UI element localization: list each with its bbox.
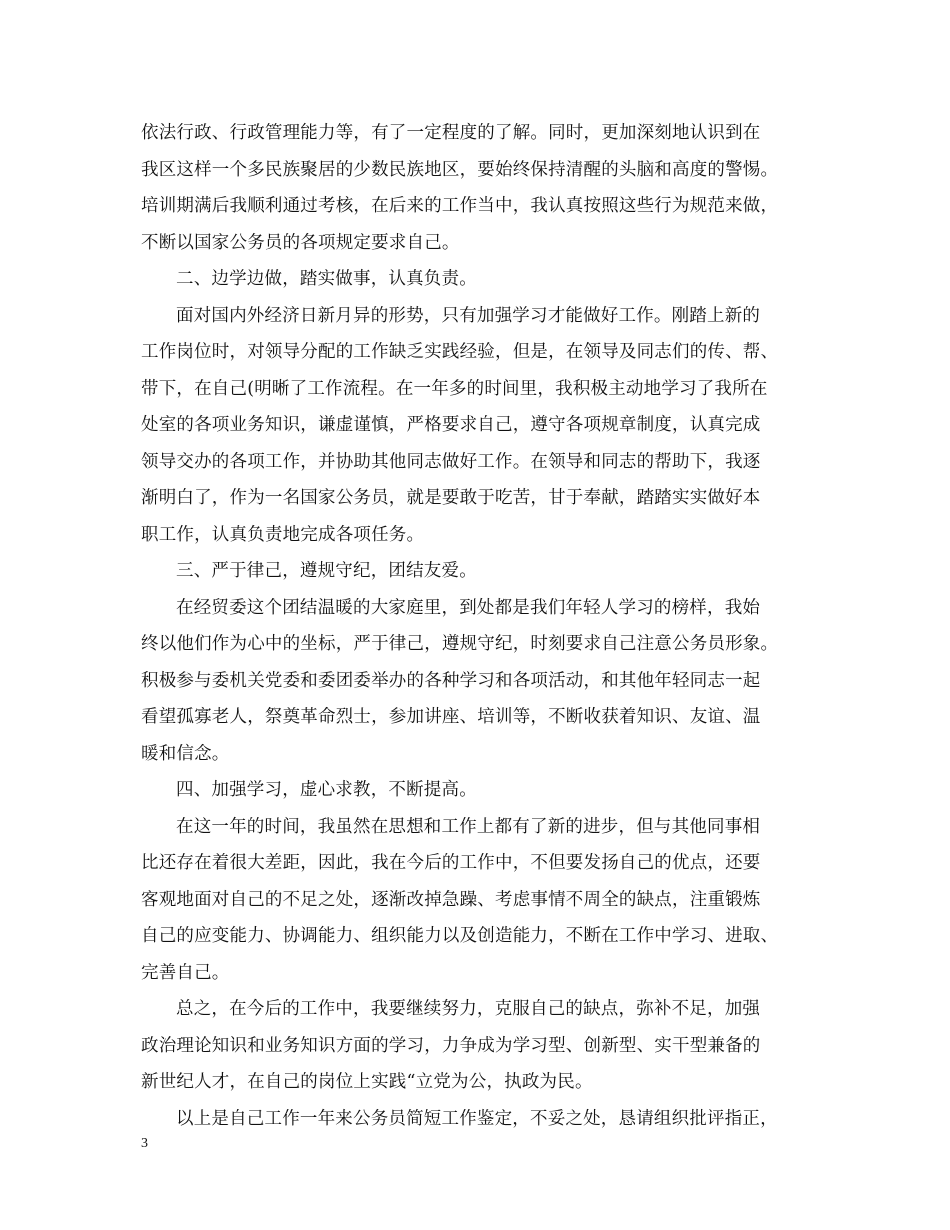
text-line: 看望孤寡老人，祭奠革命烈士，参加讲座、培训等，不断收获着知识、友谊、温 xyxy=(141,707,761,727)
text-line: 积极参与委机关党委和委团委举办的各种学习和各项活动，和其他年轻同志一起 xyxy=(141,670,761,691)
text-line: 以上是自己工作一年来公务员简短工作鉴定，不妥之处，恳请组织批评指正， xyxy=(176,1108,778,1129)
text-line: 工作岗位时，对领导分配的工作缺乏实践经验，但是，在领导及同志们的传、帮、 xyxy=(141,342,779,362)
text-line: 职工作，认真负责地完成各项任务。 xyxy=(141,524,425,545)
text-line: 在经贸委这个团结温暖的大家庭里，到处都是我们年轻人学习的榜样，我始 xyxy=(176,597,761,618)
text-line: 终以他们作为心中的坐标，严于律己，遵规守纪，时刻要求自己注意公务员形象。 xyxy=(141,634,779,654)
text-line: 处室的各项业务知识，谦虚谨慎，严格要求自己，遵守各项规章制度，认真完成 xyxy=(141,415,761,435)
text-line: 二、边学边做，踏实做事，认真负责。 xyxy=(176,269,477,289)
text-line: 渐明白了，作为一名国家公务员，就是要敢于吃苦，甘于奉献，踏踏实实做好本 xyxy=(141,488,761,508)
text-line: 我区这样一个多民族聚居的少数民族地区，要始终保持清醒的头脑和高度的警惕。 xyxy=(141,159,779,180)
text-line: 四、加强学习，虚心求教，不断提高。 xyxy=(176,780,477,800)
text-line: 领导交办的各项工作，并协助其他同志做好工作。在领导和同志的帮助下，我逐 xyxy=(141,451,761,472)
text-line: 带下，在自己(明晰了工作流程。在一年多的时间里，我积极主动地学习了我所在 xyxy=(141,378,768,399)
text-line: 不断以国家公务员的各项规定要求自己。 xyxy=(141,232,460,253)
text-line: 暖和信念。 xyxy=(141,743,230,764)
text-line: 新世纪人才，在自己的岗位上实践“立党为公，执政为民。 xyxy=(141,1072,593,1092)
text-line: 完善自己。 xyxy=(141,962,230,983)
text-line: 三、严于律己，遵规守纪，团结友爱。 xyxy=(176,561,477,581)
text-line: 依法行政、行政管理能力等，有了一定程度的了解。同时，更加深刻地认识到在 xyxy=(141,123,761,143)
text-line: 面对国内外经济日新月异的形势，只有加强学习才能做好工作。刚踏上新的 xyxy=(176,305,761,326)
document-body xyxy=(141,115,817,1137)
text-line: 客观地面对自己的不足之处，逐渐改掉急躁、考虑事情不周全的缺点，注重锻炼 xyxy=(141,889,761,910)
text-line: 自己的应变能力、协调能力、组织能力以及创造能力，不断在工作中学习、进取、 xyxy=(141,926,779,946)
text-line: 比还存在着很大差距，因此，我在今后的工作中，不但要发扬自己的优点，还要 xyxy=(141,853,761,873)
text-line: 总之，在今后的工作中，我要继续努力，克服自己的缺点，弥补不足，加强 xyxy=(176,999,761,1019)
text-line: 政治理论知识和业务知识方面的学习，力争成为学习型、创新型、实干型兼备的 xyxy=(141,1035,761,1056)
text-line: 培训期满后我顺利通过考核，在后来的工作当中，我认真按照这些行为规范来做， xyxy=(141,196,779,216)
text-line: 在这一年的时间，我虽然在思想和工作上都有了新的进步，但与其他同事相 xyxy=(176,816,761,837)
page-number: 3 xyxy=(141,1136,148,1151)
